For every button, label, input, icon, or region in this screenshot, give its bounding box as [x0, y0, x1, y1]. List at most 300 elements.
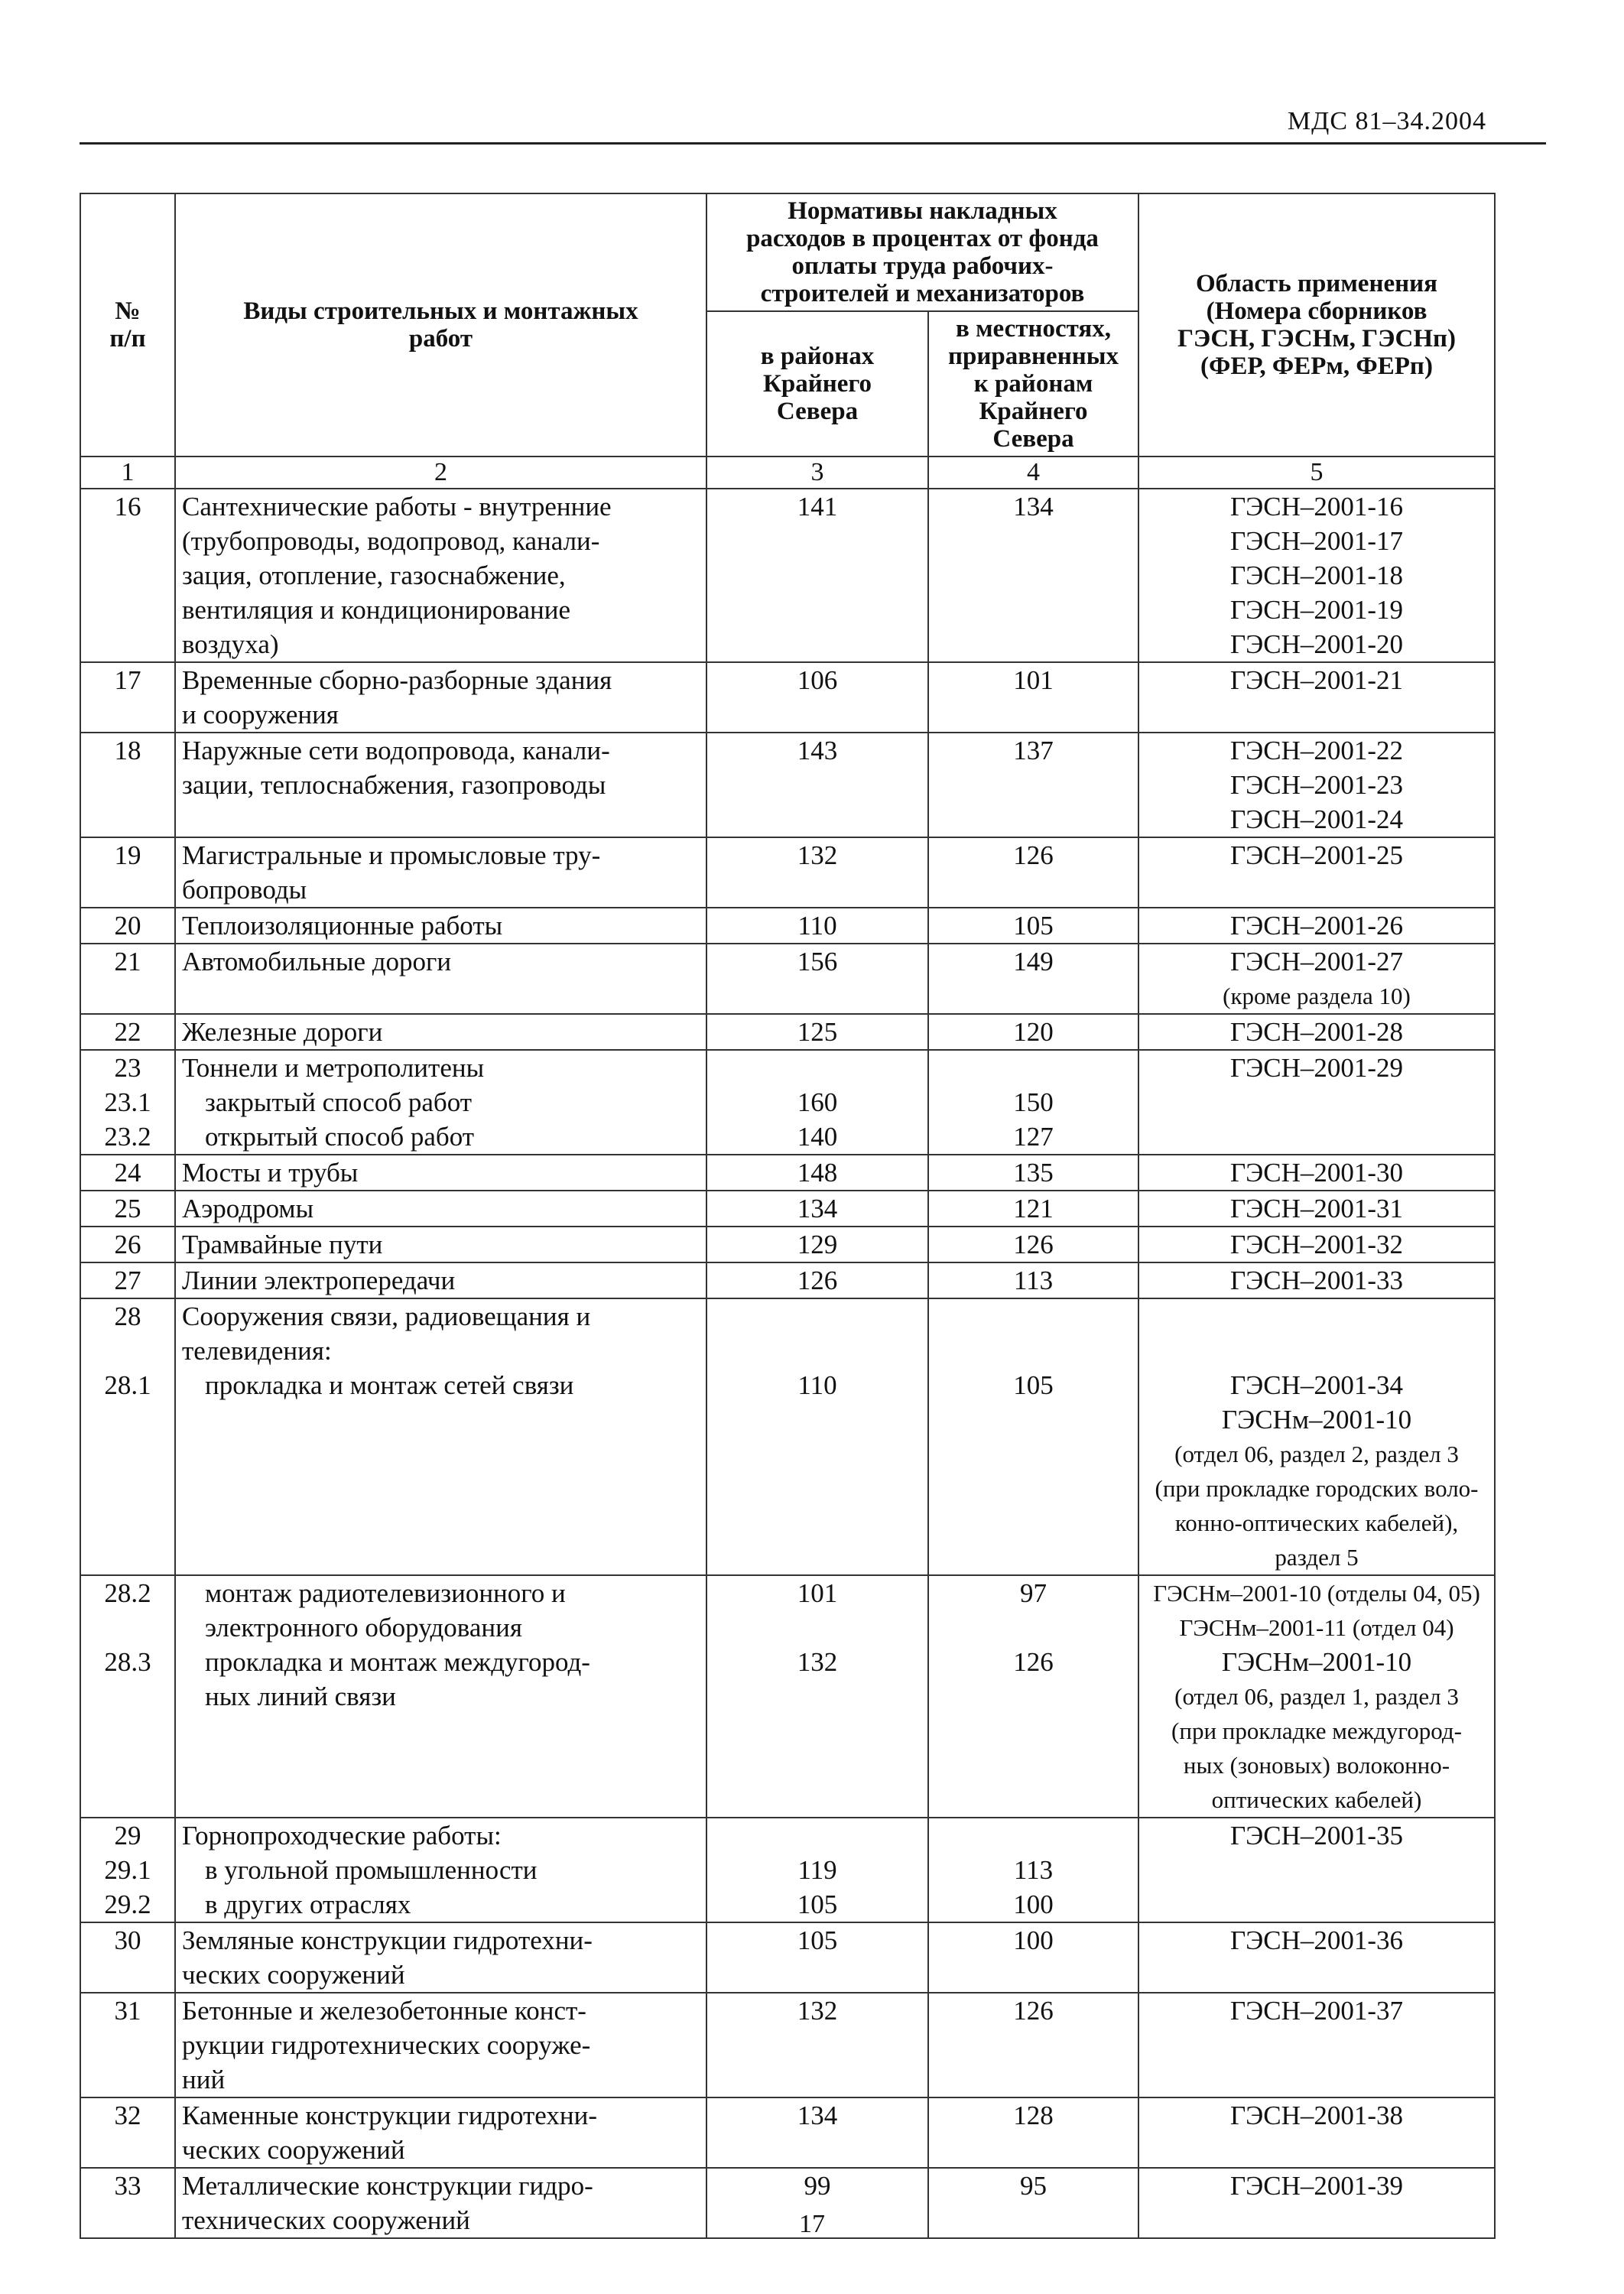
cell-line: 101: [1013, 665, 1054, 695]
column-number: 2: [175, 457, 706, 489]
cell-line: 127: [1013, 1122, 1054, 1152]
cell-line: 148: [797, 1158, 838, 1188]
norm-equivalent-cell: [928, 2097, 1138, 2168]
table-row: [80, 489, 1495, 662]
cell-line: Бетонные и железобетонные конст-: [182, 1996, 586, 2026]
row-number-cell: [80, 662, 175, 733]
cell-line: 33: [114, 2171, 141, 2201]
cell-line: закрытый способ работ: [205, 1087, 473, 1117]
cell-line: [935, 1334, 1132, 1368]
cell-line: ГЭСН–2001-25: [1229, 840, 1404, 870]
cell-line: [935, 1610, 1132, 1645]
norm-equivalent-cell: [928, 1050, 1138, 1155]
cell-line: 110: [797, 911, 837, 941]
cell-line: ГЭСНм–2001-11 (отдел 04): [1179, 1614, 1454, 1641]
application-scope-cell: [1138, 1191, 1495, 1227]
norm-far-north-cell: [706, 1262, 928, 1298]
norm-far-north-cell: [706, 1922, 928, 1993]
row-number-cell: [80, 944, 175, 1014]
cell-line: ГЭСН–2001-29: [1229, 1053, 1404, 1083]
table-row: [80, 1050, 1495, 1155]
cell-line: ГЭСН–2001-17: [1229, 526, 1404, 556]
work-kind-cell: [175, 1191, 706, 1227]
cell-line: Наружные сети водопровода, канали-: [182, 736, 610, 765]
cell-line: ГЭСН–2001-32: [1229, 1230, 1404, 1259]
work-kind-cell: [175, 1993, 706, 2097]
norm-far-north-cell: [706, 908, 928, 944]
cell-line: технических сооружений: [182, 2205, 470, 2235]
cell-line: 28.1: [104, 1370, 151, 1400]
application-scope-cell: [1138, 1575, 1495, 1818]
column-number: 1: [80, 457, 175, 489]
cell-line: в местностях,: [956, 315, 1111, 343]
header-col-scope: [1138, 193, 1495, 457]
application-scope-cell: [1138, 662, 1495, 733]
cell-line: 134: [797, 1194, 838, 1223]
row-number-cell: [80, 1191, 175, 1227]
cell-line: 29.1: [104, 1855, 151, 1885]
norm-far-north-cell: [706, 1050, 928, 1155]
work-kind-cell: [175, 1298, 706, 1575]
cell-line: ческих сооружений: [182, 1960, 405, 1990]
cell-line: 129: [797, 1230, 838, 1259]
cell-line: ний: [182, 2065, 226, 2094]
norm-equivalent-cell: [928, 733, 1138, 837]
norm-far-north-cell: [706, 837, 928, 908]
cell-line: 95: [1020, 2171, 1047, 2201]
cell-line: 105: [1013, 911, 1054, 941]
row-number-cell: [80, 1050, 175, 1155]
cell-line: [935, 1299, 1132, 1334]
table-row: [80, 837, 1495, 908]
application-scope-cell: [1138, 1262, 1495, 1298]
cell-line: 23.2: [104, 1122, 151, 1152]
cell-line: [713, 1051, 921, 1085]
cell-line: №: [115, 297, 141, 325]
norm-equivalent-cell: [928, 1155, 1138, 1191]
cell-line: Автомобильные дороги: [182, 947, 452, 976]
cell-line: [1145, 1334, 1488, 1368]
cell-line: 105: [797, 1925, 838, 1955]
work-kind-cell: [175, 733, 706, 837]
cell-line: 28: [114, 1301, 141, 1331]
application-scope-cell: [1138, 489, 1495, 662]
cell-line: 105: [797, 1889, 838, 1919]
row-number-cell: [80, 1818, 175, 1922]
cell-line: оплаты труда рабочих-: [791, 252, 1054, 280]
cell-line: 137: [1013, 736, 1054, 765]
cell-line: Область применения: [1196, 270, 1437, 297]
row-number-cell: [80, 1993, 175, 2097]
cell-line: 126: [797, 1266, 838, 1295]
cell-line: открытый способ работ: [205, 1122, 475, 1152]
cell-line: 23.1: [104, 1087, 151, 1117]
cell-line: ГЭСН–2001-34: [1229, 1370, 1404, 1400]
norm-far-north-cell: [706, 1818, 928, 1922]
cell-line: 100: [1013, 1925, 1054, 1955]
cell-line: [713, 1299, 921, 1334]
work-kind-cell: [175, 1922, 706, 1993]
cell-line: в других отраслях: [205, 1889, 411, 1919]
table-row: [80, 1014, 1495, 1050]
column-number: 4: [928, 457, 1138, 489]
cell-line: ГЭСН–2001-27: [1229, 947, 1404, 976]
cell-line: (отдел 06, раздел 2, раздел 3: [1174, 1441, 1459, 1467]
application-scope-cell: [1138, 908, 1495, 944]
cell-line: Сооружения связи, радиовещания и: [182, 1301, 591, 1331]
cell-line: 126: [1013, 1230, 1054, 1259]
cell-line: ГЭСН–2001-18: [1229, 561, 1404, 590]
cell-line: Севера: [992, 425, 1074, 453]
cell-line: в угольной промышленности: [205, 1855, 538, 1885]
cell-line: приравненных: [947, 343, 1119, 370]
row-number-cell: [80, 908, 175, 944]
header-rule: [80, 142, 1546, 145]
cell-line: 28.2: [104, 1578, 151, 1608]
cell-line: телевидения:: [182, 1336, 332, 1366]
cell-line: 24: [114, 1158, 141, 1188]
cell-line: Сантехнические работы - внутренние: [182, 492, 612, 522]
cell-line: 120: [1013, 1017, 1054, 1047]
cell-line: [935, 1051, 1132, 1085]
work-kind-cell: [175, 944, 706, 1014]
column-number: 3: [706, 457, 928, 489]
cell-line: (кроме раздела 10): [1223, 983, 1411, 1009]
cell-line: Горнопроходческие работы:: [182, 1821, 502, 1850]
cell-line: ГЭСНм–2001-10: [1221, 1647, 1412, 1677]
cell-line: Железные дороги: [182, 1017, 383, 1047]
work-kind-cell: [175, 908, 706, 944]
norm-equivalent-cell: [928, 837, 1138, 908]
cell-line: Магистральные и промысловые тру-: [182, 840, 601, 870]
row-number-cell: [80, 2097, 175, 2168]
cell-line: 29.2: [104, 1889, 151, 1919]
cell-line: (при прокладке междугород-: [1171, 1717, 1462, 1744]
work-kind-cell: [175, 1818, 706, 1922]
row-number-cell: [80, 837, 175, 908]
cell-line: 134: [797, 2101, 838, 2130]
work-kind-cell: [175, 1155, 706, 1191]
norm-far-north-cell: [706, 1298, 928, 1575]
cell-line: [713, 1818, 921, 1853]
application-scope-cell: [1138, 1014, 1495, 1050]
norm-far-north-cell: [706, 1227, 928, 1262]
work-kind-cell: [175, 662, 706, 733]
cell-line: 17: [114, 665, 141, 695]
cell-line: 23: [114, 1053, 141, 1083]
row-number-cell: [80, 1155, 175, 1191]
cell-line: 20: [114, 911, 141, 941]
work-kind-cell: [175, 489, 706, 662]
cell-line: (ФЕР, ФЕРм, ФЕРп): [1200, 353, 1433, 380]
cell-line: оптических кабелей): [1211, 1786, 1422, 1813]
row-number-cell: [80, 1227, 175, 1262]
cell-line: 21: [114, 947, 141, 976]
table-row: [80, 1922, 1495, 1993]
norm-far-north-cell: [706, 2097, 928, 2168]
application-scope-cell: [1138, 1818, 1495, 1922]
row-number-cell: [80, 489, 175, 662]
cell-line: 110: [797, 1370, 837, 1400]
cell-line: Каменные конструкции гидротехни-: [182, 2101, 597, 2130]
norm-far-north-cell: [706, 662, 928, 733]
table-header-row: [80, 193, 1495, 311]
cell-line: 29: [114, 1821, 141, 1850]
cell-line: зация, отопление, газоснабжение,: [182, 561, 566, 590]
cell-line: прокладка и монтаж междугород-: [205, 1647, 590, 1677]
cell-line: Временные сборно-разборные здания: [182, 665, 612, 695]
cell-line: 28.3: [104, 1647, 151, 1677]
cell-line: Теплоизоляционные работы: [182, 911, 503, 941]
row-number-cell: [80, 1922, 175, 1993]
norm-equivalent-cell: [928, 1191, 1138, 1227]
cell-line: 128: [1013, 2101, 1054, 2130]
cell-line: Земляные конструкции гидротехни-: [182, 1925, 593, 1955]
cell-line: (отдел 06, раздел 1, раздел 3: [1174, 1683, 1459, 1710]
cell-line: ГЭСН–2001-38: [1229, 2101, 1404, 2130]
table-row: [80, 733, 1495, 837]
cell-line: 134: [1013, 492, 1054, 522]
cell-line: Тоннели и метрополитены: [182, 1053, 485, 1083]
cell-line: к районам: [973, 370, 1093, 398]
cell-line: 121: [1013, 1194, 1054, 1223]
cell-line: Севера: [776, 398, 859, 425]
work-kind-cell: [175, 1262, 706, 1298]
application-scope-cell: [1138, 1922, 1495, 1993]
cell-line: 132: [797, 1647, 838, 1677]
cell-line: ГЭСН–2001-26: [1229, 911, 1404, 941]
work-kind-cell: [175, 2097, 706, 2168]
cell-line: 100: [1013, 1889, 1054, 1919]
cell-line: рукции гидротехнических сооруже-: [182, 2030, 591, 2060]
cell-line: [1145, 1299, 1488, 1334]
table-row: [80, 944, 1495, 1014]
norm-far-north-cell: [706, 1191, 928, 1227]
cell-line: (трубопроводы, водопровод, канали-: [182, 526, 600, 556]
cell-line: 156: [797, 947, 838, 976]
norm-equivalent-cell: [928, 1262, 1138, 1298]
cell-line: 22: [114, 1017, 141, 1047]
cell-line: ных (зоновых) волоконно-: [1183, 1752, 1450, 1779]
cell-line: 26: [114, 1230, 141, 1259]
cell-line: ГЭСН–2001-30: [1229, 1158, 1404, 1188]
cell-line: ГЭСН–2001-19: [1229, 595, 1404, 625]
row-number-cell: [80, 1014, 175, 1050]
cell-line: 150: [1013, 1087, 1054, 1117]
work-kind-cell: [175, 1014, 706, 1050]
cell-line: раздел 5: [1275, 1544, 1359, 1571]
cell-line: Трамвайные пути: [182, 1230, 383, 1259]
header-col-no: [80, 193, 175, 457]
cell-line: ГЭСН–2001-31: [1229, 1194, 1404, 1223]
cell-line: Виды строительных и монтажных: [243, 297, 638, 325]
norm-equivalent-cell: [928, 1818, 1138, 1922]
cell-line: 149: [1013, 947, 1054, 976]
cell-line: ГЭСНм–2001-10: [1221, 1405, 1412, 1435]
cell-line: 126: [1013, 1647, 1054, 1677]
cell-line: 125: [797, 1017, 838, 1047]
table-row: [80, 1298, 1495, 1575]
norm-equivalent-cell: [928, 908, 1138, 944]
cell-line: ГЭСНм–2001-10 (отделы 04, 05): [1153, 1580, 1480, 1607]
overhead-norms-table: [80, 193, 1496, 2239]
cell-line: воздуха): [182, 629, 279, 659]
cell-line: (Номера сборников: [1206, 297, 1427, 325]
cell-line: ческих сооружений: [182, 2135, 405, 2165]
cell-line: конно-оптических кабелей),: [1174, 1509, 1459, 1536]
table-row: [80, 908, 1495, 944]
cell-line: 106: [797, 665, 838, 695]
norm-equivalent-cell: [928, 489, 1138, 662]
cell-line: Нормативы накладных: [788, 197, 1057, 225]
cell-line: 113: [1013, 1855, 1054, 1885]
application-scope-cell: [1138, 1050, 1495, 1155]
cell-line: Крайнего: [979, 398, 1088, 425]
cell-line: 31: [114, 1996, 141, 2026]
header-col-north: [706, 311, 928, 457]
cell-line: 132: [797, 1996, 838, 2026]
row-number-cell: [80, 1298, 175, 1575]
cell-line: ГЭСН–2001-28: [1229, 1017, 1404, 1047]
header-col-kind: [175, 193, 706, 457]
work-kind-cell: [175, 837, 706, 908]
table-row: [80, 1262, 1495, 1298]
row-number-cell: [80, 1575, 175, 1818]
cell-line: 126: [1013, 840, 1054, 870]
cell-line: ГЭСН–2001-33: [1229, 1266, 1404, 1295]
cell-line: и сооружения: [182, 700, 339, 729]
table-row: [80, 1227, 1495, 1262]
cell-line: 19: [114, 840, 141, 870]
norm-far-north-cell: [706, 1993, 928, 2097]
cell-line: 126: [1013, 1996, 1054, 2026]
norm-equivalent-cell: [928, 1014, 1138, 1050]
cell-line: [87, 1610, 168, 1645]
work-kind-cell: [175, 1050, 706, 1155]
cell-line: п/п: [109, 325, 146, 353]
cell-line: [87, 1334, 168, 1368]
cell-line: 113: [1013, 1266, 1054, 1295]
cell-line: работ: [408, 325, 473, 353]
cell-line: 105: [1013, 1370, 1054, 1400]
cell-line: ГЭСН–2001-35: [1229, 1821, 1404, 1850]
cell-line: расходов в процентах от фонда: [746, 225, 1099, 252]
row-number-cell: [80, 733, 175, 837]
cell-line: бопроводы: [182, 875, 307, 905]
table-row: [80, 662, 1495, 733]
cell-line: (при прокладке городских воло-: [1155, 1475, 1479, 1502]
norm-far-north-cell: [706, 1014, 928, 1050]
application-scope-cell: [1138, 1227, 1495, 1262]
column-number: 5: [1138, 457, 1495, 489]
page-number: 17: [799, 2210, 825, 2238]
cell-line: в районах: [760, 343, 875, 370]
cell-line: Аэродромы: [182, 1194, 314, 1223]
cell-line: 101: [797, 1578, 838, 1608]
cell-line: ГЭСН–2001-21: [1229, 665, 1404, 695]
cell-line: [935, 1818, 1132, 1853]
application-scope-cell: [1138, 944, 1495, 1014]
application-scope-cell: [1138, 733, 1495, 837]
norm-far-north-cell: [706, 944, 928, 1014]
header-norms-group: [706, 193, 1138, 311]
norm-equivalent-cell: [928, 662, 1138, 733]
cell-line: 97: [1020, 1578, 1047, 1608]
cell-line: 25: [114, 1194, 141, 1223]
row-number-cell: [80, 1262, 175, 1298]
cell-line: электронного оборудования: [205, 1613, 522, 1643]
cell-line: Металлические конструкции гидро-: [182, 2171, 593, 2201]
norm-far-north-cell: [706, 489, 928, 662]
cell-line: 143: [797, 736, 838, 765]
cell-line: ГЭСН, ГЭСНм, ГЭСНп): [1177, 325, 1457, 353]
cell-line: 141: [797, 492, 838, 522]
cell-line: зации, теплоснабжения, газопроводы: [182, 770, 606, 800]
norm-far-north-cell: [706, 1575, 928, 1818]
norm-far-north-cell: [706, 1155, 928, 1191]
norm-equivalent-cell: [928, 1993, 1138, 2097]
cell-line: 160: [797, 1087, 838, 1117]
cell-line: ГЭСН–2001-37: [1229, 1996, 1404, 2026]
cell-line: монтаж радиотелевизионного и: [205, 1578, 566, 1608]
cell-line: 132: [797, 840, 838, 870]
norm-far-north-cell: [706, 733, 928, 837]
application-scope-cell: [1138, 1155, 1495, 1191]
cell-line: [713, 1610, 921, 1645]
document-code: МДС 81–34.2004: [1287, 107, 1486, 135]
cell-line: 16: [114, 492, 141, 522]
cell-line: прокладка и монтаж сетей связи: [205, 1370, 574, 1400]
table-row: [80, 1191, 1495, 1227]
cell-line: 140: [797, 1122, 838, 1152]
cell-line: ных линий связи: [205, 1682, 396, 1711]
cell-line: [713, 1334, 921, 1368]
norm-equivalent-cell: [928, 1575, 1138, 1818]
cell-line: 135: [1013, 1158, 1054, 1188]
cell-line: ГЭСН–2001-22: [1229, 736, 1404, 765]
norm-equivalent-cell: [928, 1298, 1138, 1575]
cell-line: ГЭСН–2001-23: [1229, 770, 1404, 800]
cell-line: ГЭСН–2001-24: [1229, 804, 1404, 834]
table-row: [80, 2097, 1495, 2168]
work-kind-cell: [175, 1227, 706, 1262]
cell-line: 27: [114, 1266, 141, 1295]
cell-line: вентиляция и кондиционирование: [182, 595, 570, 625]
cell-line: 32: [114, 2101, 141, 2130]
cell-line: ГЭСН–2001-36: [1229, 1925, 1404, 1955]
cell-line: строителей и механизаторов: [760, 280, 1085, 307]
table-row: [80, 1818, 1495, 1922]
cell-line: ГЭСН–2001-39: [1229, 2171, 1404, 2201]
application-scope-cell: [1138, 837, 1495, 908]
cell-line: ГЭСН–2001-16: [1229, 492, 1404, 522]
cell-line: Мосты и трубы: [182, 1158, 359, 1188]
norm-equivalent-cell: [928, 1227, 1138, 1262]
cell-line: 99: [804, 2171, 831, 2201]
cell-line: 119: [797, 1855, 837, 1885]
cell-line: 30: [114, 1925, 141, 1955]
norm-equivalent-cell: [928, 944, 1138, 1014]
cell-line: ГЭСН–2001-20: [1229, 629, 1404, 659]
cell-line: Крайнего: [762, 370, 872, 398]
cell-line: 18: [114, 736, 141, 765]
application-scope-cell: [1138, 1298, 1495, 1575]
table-row: [80, 1155, 1495, 1191]
application-scope-cell: [1138, 2097, 1495, 2168]
work-kind-cell: [175, 1575, 706, 1818]
norm-equivalent-cell: [928, 1922, 1138, 1993]
application-scope-cell: [1138, 1993, 1495, 2097]
